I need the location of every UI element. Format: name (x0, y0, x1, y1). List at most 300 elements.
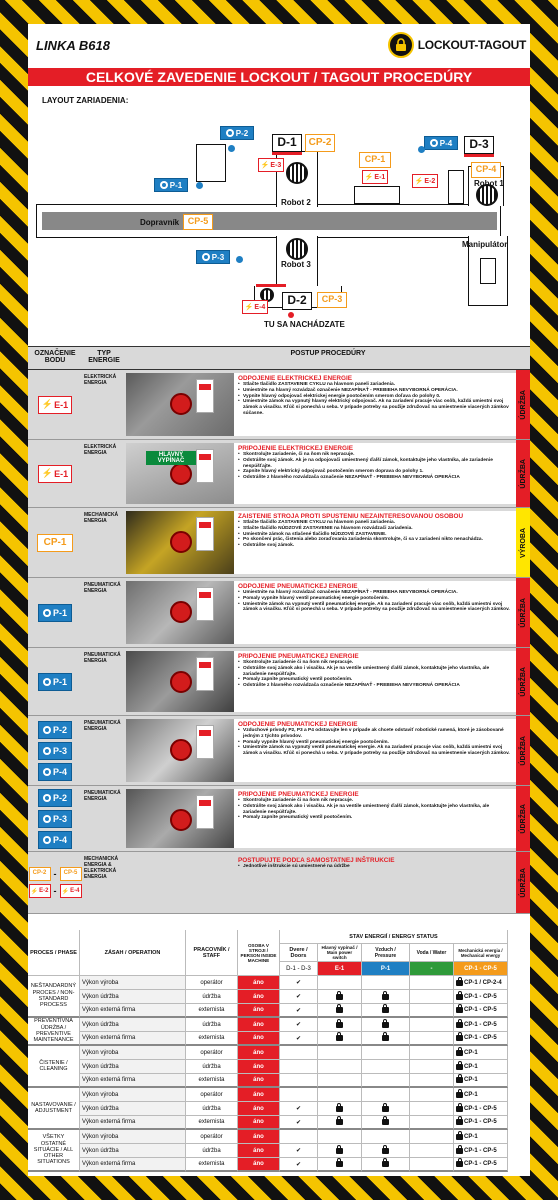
point-tag-cp-2: CP-2 (29, 867, 51, 881)
role-label: ÚDRŽBA (519, 597, 527, 628)
water-cell (410, 1004, 454, 1018)
point-code: P-3 (52, 745, 67, 756)
point-code: E-2 (39, 888, 49, 894)
person-inside-cell: áno (238, 1004, 280, 1018)
procedure-rows (28, 370, 530, 914)
operation-cell: Výkon externá firma (80, 1004, 186, 1018)
procedure-step: • Pomaly zapnite pneumatický ventil pootočením. (238, 815, 512, 821)
staff-cell: externista (186, 1116, 238, 1130)
operation-cell: Výkon externá firma (80, 1074, 186, 1088)
doors-cell: ✔ (280, 1102, 318, 1116)
staff-cell: údržba (186, 1060, 238, 1074)
procedure-row (28, 370, 530, 440)
doors-cell (280, 1060, 318, 1074)
operation-cell: Výkon výroba (80, 1046, 186, 1060)
procedure-row (28, 786, 530, 852)
operation-cell: Výkon výroba (80, 1088, 186, 1102)
door-d3-tag: D-3 (464, 136, 494, 154)
energy-type: PNEUMATICKÁ ENERGIA (84, 720, 121, 732)
point-column (28, 578, 82, 647)
person-inside-cell: áno (238, 1046, 280, 1060)
danger-tag-icon (196, 449, 214, 483)
water-cell (410, 1088, 454, 1102)
doors-cell (280, 1130, 318, 1144)
mech-cell (454, 1088, 508, 1102)
point-tag-p-1 (38, 604, 72, 622)
water-cell (410, 990, 454, 1004)
door-d3-bar (464, 154, 494, 157)
role-label: ÚDRŽBA (519, 735, 527, 766)
lightning-icon: ⚡ (61, 888, 70, 895)
procedure-step: • Skontrolujte zariadenie či na ňom nik nepracuje. (238, 660, 512, 666)
procedure-text (234, 651, 516, 712)
lockout-device-icon (170, 809, 192, 831)
p2-tag: P-2 (220, 126, 254, 140)
mech-code: CP-1 (464, 1091, 478, 1098)
operation-cell: Výkon údržba (80, 990, 186, 1004)
padlock-icon (382, 1035, 389, 1041)
pneumatic-icon (43, 815, 51, 823)
e3-tag: ⚡ E-3 (258, 158, 284, 172)
water-cell (410, 1032, 454, 1046)
you-are-here-label: TU SA NACHÁDZATE (264, 320, 345, 329)
procedure-step: • Pomaly vypnite hlavný ventil pneumatickej energie pootočením. (238, 740, 512, 746)
switch-cell (318, 1088, 362, 1102)
water-cell (410, 1130, 454, 1144)
procedure-text (234, 511, 516, 574)
energy-type: ELEKTRICKÁ ENERGIA (84, 444, 117, 456)
procedure-photo (126, 373, 234, 436)
lightning-icon: ⚡ (41, 399, 54, 409)
procedure-title: ODPOJENIE ELEKTRICKEJ ENERGIE (238, 375, 352, 382)
p3-point (236, 256, 243, 263)
phase-cell: PREVENTÍVNA ÚDRŽBA / PREVENTIVE MAINTENANCE (28, 1018, 80, 1046)
cp4-tag: CP-4 (471, 162, 501, 178)
cp1-tag: CP-1 (359, 152, 391, 168)
point-code: P-4 (52, 834, 67, 845)
point-tag-p-2 (38, 789, 72, 807)
operation-cell: Výkon údržba (80, 1144, 186, 1158)
procedure-step: • Skontrolujte zariadenie či na ňom nik nepracuje. (238, 798, 512, 804)
procedure-title: ZAISTENIE STROJA PROTI SPUSTENIU NEZAINTERESOVANOU OSOBOU (238, 513, 464, 520)
mech-code: CP-1 - CP-5 (464, 1035, 497, 1041)
point-column (28, 852, 82, 913)
point-pair (29, 867, 82, 881)
point-code: P-1 (52, 607, 67, 618)
point-code: P-3 (52, 813, 67, 824)
lockout-device-icon (170, 393, 192, 415)
person-inside-cell: áno (238, 1130, 280, 1144)
pneumatic-icon (43, 726, 51, 734)
pressure-cell (362, 1144, 410, 1158)
point-tag-p-3 (38, 742, 72, 760)
mech-cell (454, 990, 508, 1004)
switch-cell (318, 990, 362, 1004)
pressure-cell (362, 1116, 410, 1130)
pneumatic-icon (43, 747, 51, 755)
procedure-row (28, 716, 530, 786)
pneumatic-icon (43, 609, 51, 617)
mech-code: CP-1 - CP-5 (464, 1007, 497, 1013)
mech-cell (454, 1060, 508, 1074)
staff-cell: údržba (186, 1102, 238, 1116)
conveyor-belt (42, 212, 497, 230)
point-column (28, 716, 82, 785)
staff-cell: údržba (186, 1018, 238, 1032)
switch-cell (318, 1046, 362, 1060)
procedure-step: • Umiestnite zámok na stlačené tlačidlo NÚDZOVÉ ZASTAVENIE. (238, 532, 512, 538)
procedure-text (234, 719, 516, 782)
procedure-step: • Skontrolujte zariadenie, či na ňom nik nepracuje. (238, 452, 512, 458)
doors-cell: ✔ (280, 1032, 318, 1046)
mech-cell (454, 1158, 508, 1172)
p1-point (196, 182, 203, 189)
procedure-step: • Po skončení prác, čistenia alebo zoraďovania zariadenia skontrolujte, či sa v zariadení nikto nenachádza. (238, 537, 512, 543)
danger-tag-icon (196, 795, 214, 829)
pneumatic-icon (430, 139, 438, 147)
p1-tag: P-1 (154, 178, 188, 192)
person-inside-cell: áno (238, 1032, 280, 1046)
padlock-icon (456, 1106, 463, 1112)
mech-cell (454, 1046, 508, 1060)
padlock-icon (456, 1119, 463, 1125)
procedure-text (234, 443, 516, 504)
header-energy-status: STAV ENERGIÍ / ENERGY STATUS (280, 930, 508, 944)
phase-cell: VŠETKY OSTATNÉ SITUÁCIE / ALL OTHER SITUATIONS (28, 1130, 80, 1172)
point-tag-e-4 (60, 884, 82, 898)
procedure-header (28, 346, 530, 370)
role-label: VÝROBA (519, 527, 527, 558)
procedure-row (28, 508, 530, 578)
procedure-title: ODPOJENIE PNEUMATICKEJ ENERGIE (238, 721, 358, 728)
e4-tag: ⚡ E-4 (242, 300, 268, 314)
header-operation: ZÁSAH / OPERATION (80, 930, 186, 976)
pressure-cell (362, 976, 410, 990)
energy-status-table (28, 930, 530, 1172)
water-cell (410, 976, 454, 990)
brand-logo (388, 32, 526, 58)
cp5-tag: CP-5 (183, 214, 213, 230)
role-label: ÚDRŽBA (519, 458, 527, 489)
procedure-text (234, 789, 516, 848)
procedure-text (234, 855, 516, 910)
pressure-cell (362, 1004, 410, 1018)
pressure-cell (362, 1102, 410, 1116)
layout-label: LAYOUT ZARIADENIA: (42, 96, 129, 105)
procedure-step: • Odstráňte svoj zámok. Ak je na odpojovači umiestnený ďalší zámok, kontaktujte jeho vlastníka, ale zariadenie nespúšťajte. (238, 458, 512, 470)
point-tag-e-1 (38, 396, 72, 414)
header-point: OZNAČENIE BODU (34, 350, 76, 364)
point-tag-p-4 (38, 763, 72, 781)
pneumatic-icon (43, 678, 51, 686)
energy-type: ELEKTRICKÁ ENERGIA (84, 374, 117, 386)
padlock-icon (456, 1077, 463, 1083)
mech-cell (454, 1144, 508, 1158)
procedure-photo (126, 789, 234, 848)
procedure-row (28, 648, 530, 716)
procedure-step: • Stlačte tlačidlo ZASTAVENIE CYKLU na hlavnom paneli zariadenia. (238, 382, 512, 388)
doors-cell: ✔ (280, 1004, 318, 1018)
point-tag-p-2 (38, 721, 72, 739)
p4-tag: P-4 (424, 136, 458, 150)
operation-cell: Výkon výroba (80, 1130, 186, 1144)
mech-code: CP-1 (464, 1077, 478, 1083)
water-cell (410, 1074, 454, 1088)
code-mech: CP-1 - CP-5 (454, 962, 508, 976)
role-stripe (516, 508, 530, 577)
padlock-icon (456, 1134, 463, 1140)
mech-code: CP-1 - CP-5 (464, 1021, 497, 1028)
doors-cell (280, 1088, 318, 1102)
phase-cell: NEŠTANDARDNÝ PROCES / NON-STANDARD PROCESS (28, 976, 80, 1018)
point-column (28, 440, 82, 507)
mech-code: CP-1 - CP-5 (464, 1161, 497, 1167)
door-d2-tag: D-2 (282, 292, 312, 310)
person-inside-cell: áno (238, 1018, 280, 1032)
point-column (28, 370, 82, 439)
person-inside-cell: áno (238, 1158, 280, 1172)
header-doors: Dvere / Doors (280, 944, 318, 962)
switch-cell (318, 1158, 362, 1172)
procedure-step: • Umiestnite na hlavný rozvádzač označenie NEZAPÍNAŤ - PREBIEHA NEVYBORNÁ OPERÁCIA. (238, 590, 512, 596)
dash: - (53, 869, 57, 879)
pneumatic-icon (43, 836, 51, 844)
danger-tag-icon (196, 379, 214, 413)
procedure-step: • Pomaly zapnite pneumatický ventil pootočením. (238, 677, 512, 683)
point-code: P-2 (52, 792, 67, 803)
padlock-icon (382, 1106, 389, 1112)
staff-cell: operátor (186, 1046, 238, 1060)
staff-cell: údržba (186, 990, 238, 1004)
e2-tag: ⚡ E-2 (412, 174, 438, 188)
point-column (28, 648, 82, 715)
role-stripe (516, 852, 530, 913)
doors-cell: ✔ (280, 1158, 318, 1172)
padlock-icon (456, 1064, 463, 1070)
water-cell (410, 1158, 454, 1172)
person-inside-cell: áno (238, 976, 280, 990)
padlock-icon (456, 1035, 463, 1041)
robot3-icon (286, 238, 308, 260)
cp2-tag: CP-2 (305, 134, 335, 152)
procedure-step: • Odstráňte z hlavného rozvádzača označenie NEZAPÍNAŤ - PREBIEHA NEVYBORNÁ OPERÁCIA (238, 475, 512, 481)
doors-cell (280, 1074, 318, 1088)
p4-point (418, 146, 425, 153)
padlock-icon (456, 980, 463, 986)
point-code: P-4 (52, 766, 67, 777)
pneumatic-icon (43, 768, 51, 776)
staff-cell: externista (186, 1074, 238, 1088)
procedure-step: • Odstráňte svoj zámok. (238, 543, 512, 549)
staff-cell: operátor (186, 1088, 238, 1102)
point-tag-p-4 (38, 831, 72, 849)
procedure-step: • Odstráňte svoj zámok ako i visačku. Ak je na ventile umiestnený ďalší zámok, kontaktujte jeho vlastníka, ale zariadenie nespúšťajte. (238, 666, 512, 678)
switch-cell (318, 1144, 362, 1158)
mech-cell (454, 1032, 508, 1046)
lockout-device-icon (170, 671, 192, 693)
staff-cell: externista (186, 1032, 238, 1046)
padlock-icon (382, 1119, 389, 1125)
poster-panel (28, 24, 530, 1176)
procedure-title: PRIPOJENIE ELEKTRICKEJ ENERGIE (238, 445, 354, 452)
lockout-device-icon (170, 463, 192, 485)
role-stripe (516, 440, 530, 507)
switch-cell (318, 1060, 362, 1074)
switch-cell (318, 1130, 362, 1144)
padlock-icon (382, 994, 389, 1000)
mech-code: CP-1 - CP-5 (464, 1105, 497, 1112)
mech-cell (454, 1116, 508, 1130)
procedure-step: • Umiestnite zámok na vypnutý ventil pneumatickej energie. Ak na zariadení pracuje viac osôb, každá umiestni svoj zámok a visačku. Kľúč si ponechá u seba. V prípade potreby sa použije združovač na umiestnenie viacerých zámkov. (238, 745, 512, 757)
energy-type: MECHANICKÁ ENERGIA & ELEKTRICKÁ ENERGIA (84, 856, 119, 880)
pneumatic-icon (160, 181, 168, 189)
procedure-step: • Stlačte tlačidlo NÚDZOVÉ ZASTAVENIE na hlavnom rozvádzači zariadenia. (238, 526, 512, 532)
role-label: ÚDRŽBA (519, 389, 527, 420)
mech-code: CP-1 / CP-2-4 (464, 979, 502, 986)
padlock-icon (456, 994, 463, 1000)
station-box-1 (196, 144, 226, 182)
switch-cell (318, 1004, 362, 1018)
line-name: LINKA B618 (36, 38, 110, 53)
water-cell (410, 1060, 454, 1074)
padlock-icon (336, 1007, 343, 1013)
procedure-title: POSTUPUJTE PODĽA SAMOSTATNEJ INŠTRUKCIE (238, 857, 395, 864)
pressure-cell (362, 990, 410, 1004)
operation-cell: Výkon externá firma (80, 1116, 186, 1130)
mech-code: CP-1 - CP-5 (464, 993, 497, 1000)
doors-cell (280, 1046, 318, 1060)
point-code: E-1 (54, 468, 69, 479)
code-pressure: P-1 (362, 962, 410, 976)
mech-cell (454, 1018, 508, 1032)
padlock-icon (456, 1161, 463, 1167)
person-inside-cell: áno (238, 990, 280, 1004)
padlock-icon (382, 1161, 389, 1167)
padlock-icon (456, 1148, 463, 1154)
dash: - (53, 886, 57, 896)
operation-cell: Výkon údržba (80, 1018, 186, 1032)
procedure-step: • Odstráňte svoj zámok ako i visačku. Ak je na ventile umiestnený ďalší zámok, kontaktujte jeho vlastníka, ale zariadenie nespúšťajte. (238, 804, 512, 816)
padlock-icon (382, 1022, 389, 1028)
padlock-icon (336, 1035, 343, 1041)
switch-cell (318, 1032, 362, 1046)
point-tag-cp-1: CP-1 (37, 534, 73, 552)
point-tag-p-1 (38, 673, 72, 691)
danger-tag-icon (196, 517, 214, 551)
page-title: CELKOVÉ ZAVEDENIE LOCKOUT / TAGOUT PROCEDÚRY (28, 68, 530, 86)
mech-code: CP-1 (464, 1133, 478, 1140)
mech-cell (454, 976, 508, 990)
water-cell (410, 1102, 454, 1116)
procedure-photo (126, 719, 234, 782)
status-grid (28, 930, 530, 1172)
lightning-icon: ⚡ (30, 888, 39, 895)
danger-tag-icon (196, 725, 214, 759)
point-tag-e-2 (29, 884, 51, 898)
mech-cell (454, 1130, 508, 1144)
role-stripe (516, 648, 530, 715)
person-inside-cell: áno (238, 1116, 280, 1130)
station-box-3 (448, 170, 464, 204)
water-cell (410, 1046, 454, 1060)
manipulator-arm (480, 258, 496, 284)
procedure-step: • Jednotlivé inštrukcie sú umiestnené na údržbe (238, 864, 512, 870)
energy-type: MECHANICKÁ ENERGIA (84, 512, 119, 524)
switch-cell (318, 1116, 362, 1130)
p2-point (228, 145, 235, 152)
padlock-icon (456, 1022, 463, 1028)
procedure-text (234, 581, 516, 644)
procedure-photo (126, 511, 234, 574)
pressure-cell (362, 1074, 410, 1088)
header-procedure: POSTUP PROCEDÚRY (290, 350, 366, 357)
cp3-tag: CP-3 (317, 292, 347, 308)
lockout-device-icon (170, 601, 192, 623)
role-stripe (516, 716, 530, 785)
brand-name: LOCKOUT-TAGOUT (417, 38, 526, 52)
station-box-2 (354, 186, 400, 204)
doors-cell: ✔ (280, 1018, 318, 1032)
pressure-cell (362, 1046, 410, 1060)
water-cell (410, 1144, 454, 1158)
procedure-row (28, 578, 530, 648)
energy-type: PNEUMATICKÁ ENERGIA (84, 652, 121, 664)
operation-cell: Výkon údržba (80, 1102, 186, 1116)
pressure-cell (362, 1060, 410, 1074)
procedure-row (28, 852, 530, 914)
pneumatic-icon (226, 129, 234, 137)
padlock-icon (336, 1161, 343, 1167)
procedure-photo (126, 651, 234, 712)
conveyor-label: Dopravník (140, 218, 180, 227)
water-cell (410, 1018, 454, 1032)
equipment-layout-map (28, 108, 530, 344)
switch-cell (318, 1102, 362, 1116)
danger-tag-icon (196, 657, 214, 691)
staff-cell: externista (186, 1004, 238, 1018)
staff-cell: externista (186, 1158, 238, 1172)
header (28, 24, 530, 68)
mech-cell (454, 1074, 508, 1088)
point-code: E-1 (54, 399, 69, 410)
pressure-cell (362, 1130, 410, 1144)
header-water: Voda / Water (410, 944, 454, 962)
procedure-step: • Umiestnite zámok na vypnutý hlavný elektrický odpojovač. Ak na zariadení pracuje viac osôb, každá umiestni svoj zámok a visačku. Kľúč si ponechá u seba. V prípade potreby sa použije združovač na umiestnenie viacerých zámkov súčasne. (238, 399, 512, 416)
water-cell (410, 1116, 454, 1130)
procedure-photo (126, 855, 234, 910)
robot2-label: Robot 2 (281, 198, 311, 207)
procedure-step: • Zapnite hlavný elektrický odpojovač pootočením smerom doprava do polohy 1. (238, 469, 512, 475)
procedure-title: ODPOJENIE PNEUMATICKEJ ENERGIE (238, 583, 358, 590)
door-d1-bar (272, 152, 302, 155)
energy-type: PNEUMATICKÁ ENERGIA (84, 790, 121, 802)
role-stripe (516, 578, 530, 647)
pneumatic-icon (202, 253, 210, 261)
person-inside-cell: áno (238, 1144, 280, 1158)
procedure-title: PRIPOJENIE PNEUMATICKEJ ENERGIE (238, 791, 359, 798)
robot2-icon (286, 162, 308, 184)
operation-cell: Výkon externá firma (80, 1158, 186, 1172)
point-tag-p-3 (38, 810, 72, 828)
procedure-step: • Vzduchové prívody P2, P3 a P4 odstavujte len v prípade ak chcete odstaviť robotické ramená, ktoré je zásobované jedným z týchto prívodov. (238, 728, 512, 740)
mech-code: CP-1 (464, 1049, 478, 1056)
operation-cell: Výkon externá firma (80, 1032, 186, 1046)
role-label: ÚDRŽBA (519, 666, 527, 697)
phase-cell: ČISTENIE / CLEANING (28, 1046, 80, 1088)
switch-cell (318, 1018, 362, 1032)
header-person: OSOBA V STROJI / PERSON INSIDE MACHINE (238, 930, 280, 976)
header-mech: Mechanická energia / Mechanical energy (454, 944, 508, 962)
